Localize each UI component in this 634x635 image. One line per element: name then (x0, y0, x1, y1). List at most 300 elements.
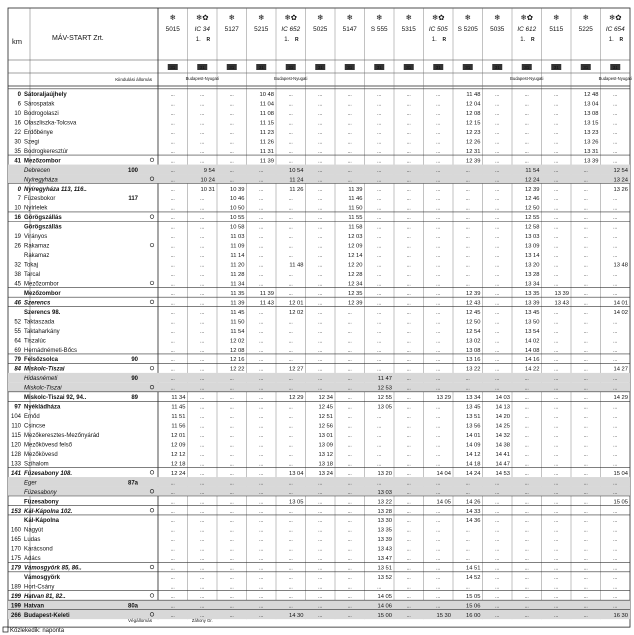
km-value: 115 (11, 432, 21, 439)
no-stop-marker: ... (436, 451, 441, 458)
timetable-cells (11, 13, 632, 623)
daily-label: 31 (465, 65, 471, 70)
departure-time: 14 16 (524, 357, 540, 364)
no-stop-marker: ... (613, 489, 618, 496)
no-stop-marker: ... (170, 234, 175, 241)
no-stop-marker: ... (288, 546, 293, 553)
no-stop-marker: ... (377, 243, 382, 250)
no-stop-marker: ... (495, 300, 500, 307)
no-stop-marker: ... (229, 593, 234, 600)
station-name: Hatvan (24, 603, 45, 610)
station-name: Felsőzsolca (24, 357, 59, 364)
no-stop-marker: ... (170, 612, 175, 619)
no-stop-marker: ... (613, 575, 618, 582)
departure-time: 10 58 (229, 224, 245, 231)
no-stop-marker: ... (170, 120, 175, 127)
no-stop-marker: ... (583, 357, 588, 364)
departure-time: 13 56 (465, 423, 481, 430)
no-stop-marker: ... (495, 101, 500, 108)
train-service-icon: ❄✿ (520, 13, 534, 22)
station-name: Vámosgyörk 85, 86.. (24, 565, 82, 572)
departure-time: 11 20 (230, 262, 245, 269)
departure-time: 12 08 (465, 111, 481, 118)
no-stop-marker: ... (436, 489, 441, 496)
km-value: 22 (14, 129, 21, 136)
no-stop-marker: ... (288, 357, 293, 364)
no-stop-marker: ... (259, 565, 264, 572)
no-stop-marker: ... (288, 489, 293, 496)
km-value: 120 (10, 442, 21, 449)
departure-time: 11 45 (230, 309, 245, 316)
no-stop-marker: ... (318, 338, 323, 345)
no-stop-marker: ... (524, 499, 529, 506)
no-stop-marker: ... (229, 92, 234, 99)
no-stop-marker: ... (200, 196, 205, 203)
departure-time: 14 47 (495, 461, 510, 468)
no-stop-marker: ... (436, 234, 441, 241)
no-stop-marker: ... (170, 347, 175, 354)
no-stop-marker: ... (288, 593, 293, 600)
train-number: IC 612 (517, 26, 537, 33)
no-stop-marker: ... (495, 376, 500, 383)
no-stop-marker: ... (200, 461, 205, 468)
departure-time: 13 26 (583, 139, 599, 146)
departure-time: 13 03 (377, 489, 392, 496)
no-stop-marker: ... (170, 319, 175, 326)
no-stop-marker: ... (406, 603, 411, 610)
km-value: 16 (14, 120, 21, 127)
train-service-icon: ❄ (258, 13, 265, 22)
no-stop-marker: ... (554, 186, 559, 193)
no-stop-marker: ... (288, 432, 293, 439)
arrival-icon (150, 366, 154, 370)
no-stop-marker: ... (377, 328, 382, 335)
no-stop-marker: ... (288, 224, 293, 231)
no-stop-marker: ... (495, 234, 500, 241)
no-stop-marker: ... (406, 395, 411, 402)
departure-time: 13 20 (524, 262, 540, 269)
station-name: Rakamaz (24, 243, 50, 250)
km-value: 84 (14, 366, 21, 373)
km-value: 175 (10, 556, 21, 563)
no-stop-marker: ... (613, 432, 618, 439)
departure-time: 13 18 (318, 461, 333, 468)
no-stop-marker: ... (347, 319, 352, 326)
departure-time: 10 50 (229, 205, 245, 212)
no-stop-marker: ... (613, 148, 618, 155)
no-stop-marker: ... (406, 139, 411, 146)
departure-time: 12 09 (347, 243, 363, 250)
no-stop-marker: ... (318, 480, 323, 487)
no-stop-marker: ... (288, 527, 293, 534)
train-service-icon: ❄ (582, 13, 589, 22)
no-stop-marker: ... (524, 376, 529, 383)
no-stop-marker: ... (200, 518, 205, 525)
no-stop-marker: ... (406, 309, 411, 316)
no-stop-marker: ... (583, 167, 588, 174)
no-stop-marker: ... (436, 272, 441, 278)
no-stop-marker: ... (465, 224, 470, 231)
no-stop-marker: ... (229, 395, 234, 402)
departure-time: 14 36 (465, 518, 481, 525)
no-stop-marker: ... (200, 442, 205, 449)
no-stop-marker: ... (613, 205, 618, 212)
no-stop-marker: ... (170, 575, 175, 582)
no-stop-marker: ... (259, 603, 264, 610)
departure-time: 12 39 (465, 290, 481, 297)
no-stop-marker: ... (200, 290, 205, 297)
departure-time: 12 50 (465, 319, 481, 326)
no-stop-marker: ... (318, 546, 323, 553)
no-stop-marker: ... (436, 215, 441, 222)
no-stop-marker: ... (259, 243, 264, 250)
daily-label: 31 (258, 65, 264, 70)
no-stop-marker: ... (436, 319, 441, 326)
no-stop-marker: ... (524, 556, 529, 563)
no-stop-marker: ... (377, 300, 382, 307)
no-stop-marker: ... (200, 357, 205, 364)
no-stop-marker: ... (495, 262, 500, 269)
no-stop-marker: ... (200, 575, 205, 582)
no-stop-marker: ... (200, 205, 205, 212)
departure-time: 11 31 (259, 148, 274, 155)
no-stop-marker: ... (524, 612, 529, 619)
km-value: 10 (14, 205, 21, 212)
no-stop-marker: ... (554, 376, 559, 383)
no-stop-marker: ... (554, 281, 559, 288)
no-stop-marker: ... (495, 186, 500, 193)
station-name: Szihalom (24, 461, 49, 468)
no-stop-marker: ... (200, 414, 205, 421)
no-stop-marker: ... (406, 177, 411, 184)
no-stop-marker: ... (406, 101, 411, 108)
no-stop-marker: ... (377, 139, 382, 146)
departure-time: 14 04 (436, 470, 451, 477)
no-stop-marker: ... (406, 518, 411, 525)
no-stop-marker: ... (170, 508, 175, 515)
no-stop-marker: ... (554, 612, 559, 619)
no-stop-marker: ... (229, 527, 234, 534)
no-stop-marker: ... (229, 111, 234, 118)
station-name: Görögszállás (24, 215, 62, 222)
departure-time: 16 30 (613, 612, 628, 619)
reservation-icon: R (442, 37, 447, 43)
no-stop-marker: ... (288, 234, 293, 241)
no-stop-marker: ... (229, 177, 234, 184)
no-stop-marker: ... (170, 480, 175, 487)
station-name: Füzesbokor (24, 196, 56, 203)
no-stop-marker: ... (613, 290, 618, 297)
no-stop-marker: ... (465, 186, 470, 193)
departure-time: 14 20 (495, 414, 510, 421)
no-stop-marker: ... (554, 414, 559, 421)
no-stop-marker: ... (318, 290, 323, 297)
departure-time: 11 28 (230, 272, 245, 278)
departure-time: 13 28 (524, 272, 540, 278)
no-stop-marker: ... (170, 527, 175, 534)
no-stop-marker: ... (259, 546, 264, 553)
no-stop-marker: ... (288, 508, 293, 515)
station-name: Eger (24, 480, 37, 487)
train-number: 5215 (254, 26, 269, 33)
no-stop-marker: ... (465, 177, 470, 184)
no-stop-marker: ... (406, 442, 411, 449)
no-stop-marker: ... (613, 376, 618, 383)
departure-time: 14 06 (377, 603, 392, 610)
no-stop-marker: ... (436, 537, 441, 544)
no-stop-marker: ... (583, 612, 588, 619)
no-stop-marker: ... (347, 584, 352, 591)
no-stop-marker: ... (200, 366, 205, 373)
no-stop-marker: ... (406, 205, 411, 212)
no-stop-marker: ... (465, 205, 470, 212)
station-name: Tiszalúc (24, 338, 46, 345)
no-stop-marker: ... (200, 92, 205, 99)
train-service-icon: ❄ (464, 13, 471, 22)
no-stop-marker: ... (318, 556, 323, 563)
no-stop-marker: ... (583, 328, 588, 335)
no-stop-marker: ... (318, 186, 323, 193)
no-stop-marker: ... (406, 347, 411, 354)
km-value: 35 (14, 148, 21, 155)
departure-time: 12 01 (288, 300, 304, 307)
station-name: Mezőzombor (24, 158, 61, 165)
no-stop-marker: ... (200, 603, 205, 610)
km-value: 10 (14, 111, 21, 118)
arrival-icon (150, 158, 154, 162)
no-stop-marker: ... (170, 546, 175, 553)
departure-time: 11 51 (171, 414, 186, 421)
no-stop-marker: ... (259, 357, 264, 364)
daily-label: 31 (288, 65, 294, 70)
km-value: 141 (10, 470, 21, 477)
no-stop-marker: ... (170, 139, 175, 146)
no-stop-marker: ... (170, 111, 175, 118)
no-stop-marker: ... (495, 328, 500, 335)
no-stop-marker: ... (495, 357, 500, 364)
no-stop-marker: ... (347, 347, 352, 354)
no-stop-marker: ... (495, 338, 500, 345)
departure-time: 14 05 (377, 593, 392, 600)
no-stop-marker: ... (200, 101, 205, 108)
no-stop-marker: ... (200, 139, 205, 146)
no-stop-marker: ... (288, 319, 293, 326)
no-stop-marker: ... (554, 423, 559, 430)
train-service-icon: ❄ (346, 13, 353, 22)
no-stop-marker: ... (347, 148, 352, 155)
no-stop-marker: ... (524, 584, 529, 591)
no-stop-marker: ... (554, 518, 559, 525)
no-stop-marker: ... (318, 272, 323, 278)
no-stop-marker: ... (170, 537, 175, 544)
train-number: IC 652 (281, 26, 301, 33)
no-stop-marker: ... (259, 461, 264, 468)
connection-table-ref: 89 (131, 395, 138, 402)
station-name: Hernádnémeti-Bőcs (24, 347, 78, 354)
no-stop-marker: ... (347, 309, 352, 316)
departure-time: 12 22 (229, 366, 245, 373)
no-stop-marker: ... (259, 385, 264, 392)
no-stop-marker: ... (288, 584, 293, 591)
departure-time: 12 54 (465, 328, 481, 335)
no-stop-marker: ... (288, 404, 293, 411)
no-stop-marker: ... (495, 177, 500, 184)
arrival-icon (150, 471, 154, 475)
no-stop-marker: ... (288, 253, 293, 260)
departure-time: 13 39 (524, 300, 540, 307)
no-stop-marker: ... (406, 414, 411, 421)
departure-time: 13 31 (583, 148, 599, 155)
no-stop-marker: ... (347, 129, 352, 136)
no-stop-marker: ... (554, 546, 559, 553)
no-stop-marker: ... (200, 395, 205, 402)
no-stop-marker: ... (524, 537, 529, 544)
departure-time: 13 39 (377, 537, 392, 544)
departure-time: 15 30 (436, 612, 451, 619)
departure-time: 12 23 (465, 129, 481, 136)
train-number: 5225 (578, 26, 593, 33)
no-stop-marker: ... (613, 451, 618, 458)
no-stop-marker: ... (583, 300, 588, 307)
departure-time: 13 15 (583, 120, 599, 127)
departure-time: 11 34 (230, 281, 245, 288)
departure-time: 11 15 (259, 120, 274, 127)
no-stop-marker: ... (554, 205, 559, 212)
no-stop-marker: ... (406, 593, 411, 600)
no-stop-marker: ... (288, 451, 293, 458)
no-stop-marker: ... (288, 423, 293, 430)
no-stop-marker: ... (524, 480, 529, 487)
station-name: Tarcal (24, 272, 41, 278)
departure-time: 11 35 (230, 290, 245, 297)
no-stop-marker: ... (170, 603, 175, 610)
no-stop-marker: ... (495, 584, 500, 591)
departure-time: 13 26 (613, 186, 628, 193)
no-stop-marker: ... (347, 120, 352, 127)
arrival-icon (150, 243, 154, 247)
no-stop-marker: ... (436, 414, 441, 421)
departure-time: 14 25 (495, 423, 510, 430)
reservation-icon: R (619, 37, 624, 43)
km-value: 0 (17, 92, 21, 99)
departure-time: 12 45 (318, 404, 333, 411)
no-stop-marker: ... (613, 281, 618, 288)
departure-time: 14 01 (465, 432, 481, 439)
no-stop-marker: ... (377, 338, 382, 345)
no-stop-marker: ... (554, 347, 559, 354)
no-stop-marker: ... (288, 129, 293, 136)
departure-time: 12 31 (465, 148, 481, 155)
no-stop-marker: ... (495, 319, 500, 326)
no-stop-marker: ... (524, 111, 529, 118)
no-stop-marker: ... (406, 196, 411, 203)
no-stop-marker: ... (200, 451, 205, 458)
station-name: Hidasnémeti (24, 376, 58, 383)
no-stop-marker: ... (347, 575, 352, 582)
no-stop-marker: ... (200, 565, 205, 572)
no-stop-marker: ... (229, 101, 234, 108)
no-stop-marker: ... (465, 556, 470, 563)
departure-time: 12 02 (288, 309, 304, 316)
no-stop-marker: ... (465, 537, 470, 544)
no-stop-marker: ... (495, 556, 500, 563)
no-stop-marker: ... (613, 196, 618, 203)
no-stop-marker: ... (170, 205, 175, 212)
no-stop-marker: ... (347, 111, 352, 118)
no-stop-marker: ... (200, 129, 205, 136)
reservation-icon: R (530, 37, 535, 43)
departure-time: 12 39 (524, 186, 540, 193)
daily-label: 31 (170, 65, 176, 70)
no-stop-marker: ... (406, 480, 411, 487)
no-stop-marker: ... (583, 253, 588, 260)
train-number: 5147 (342, 26, 357, 33)
no-stop-marker: ... (554, 234, 559, 241)
no-stop-marker: ... (170, 556, 175, 563)
departure-time: 13 04 (288, 470, 304, 477)
no-stop-marker: ... (495, 518, 500, 525)
no-stop-marker: ... (377, 272, 382, 278)
no-stop-marker: ... (583, 272, 588, 278)
no-stop-marker: ... (347, 461, 352, 468)
no-stop-marker: ... (200, 215, 205, 222)
reservation-icon: R (294, 37, 299, 43)
no-stop-marker: ... (347, 432, 352, 439)
no-stop-marker: ... (259, 281, 264, 288)
first-class-label: 1. (195, 37, 201, 43)
km-value: 79 (14, 357, 21, 364)
no-stop-marker: ... (613, 120, 618, 127)
no-stop-marker: ... (436, 186, 441, 193)
no-stop-marker: ... (318, 328, 323, 335)
no-stop-marker: ... (200, 253, 205, 260)
no-stop-marker: ... (318, 366, 323, 373)
no-stop-marker: ... (318, 139, 323, 146)
departure-time: 12 34 (318, 395, 333, 402)
no-stop-marker: ... (229, 575, 234, 582)
no-stop-marker: ... (613, 234, 618, 241)
no-stop-marker: ... (436, 565, 441, 572)
no-stop-marker: ... (495, 612, 500, 619)
no-stop-marker: ... (436, 480, 441, 487)
departure-time: 11 08 (259, 111, 274, 118)
departure-time: 14 13 (495, 404, 510, 411)
no-stop-marker: ... (583, 338, 588, 345)
no-stop-marker: ... (200, 470, 205, 477)
station-name: Nyíregyháza 113, 116.. (24, 186, 87, 193)
no-stop-marker: ... (288, 196, 293, 203)
no-stop-marker: ... (524, 423, 529, 430)
no-stop-marker: ... (436, 243, 441, 250)
no-stop-marker: ... (406, 451, 411, 458)
km-value: 19 (14, 234, 21, 241)
departure-time: 13 39 (554, 290, 569, 297)
train-service-icon: ❄✿ (195, 13, 209, 22)
no-stop-marker: ... (288, 338, 293, 345)
no-stop-marker: ... (259, 612, 264, 619)
no-stop-marker: ... (259, 499, 264, 506)
no-stop-marker: ... (436, 158, 441, 165)
station-name: Görögszállás (24, 224, 62, 231)
no-stop-marker: ... (583, 603, 588, 610)
departure-time: 13 45 (465, 404, 481, 411)
no-stop-marker: ... (554, 319, 559, 326)
no-stop-marker: ... (406, 281, 411, 288)
no-stop-marker: ... (259, 480, 264, 487)
train-service-icon: ❄ (405, 13, 412, 22)
departure-time: 11 43 (259, 300, 274, 307)
no-stop-marker: ... (583, 243, 588, 250)
